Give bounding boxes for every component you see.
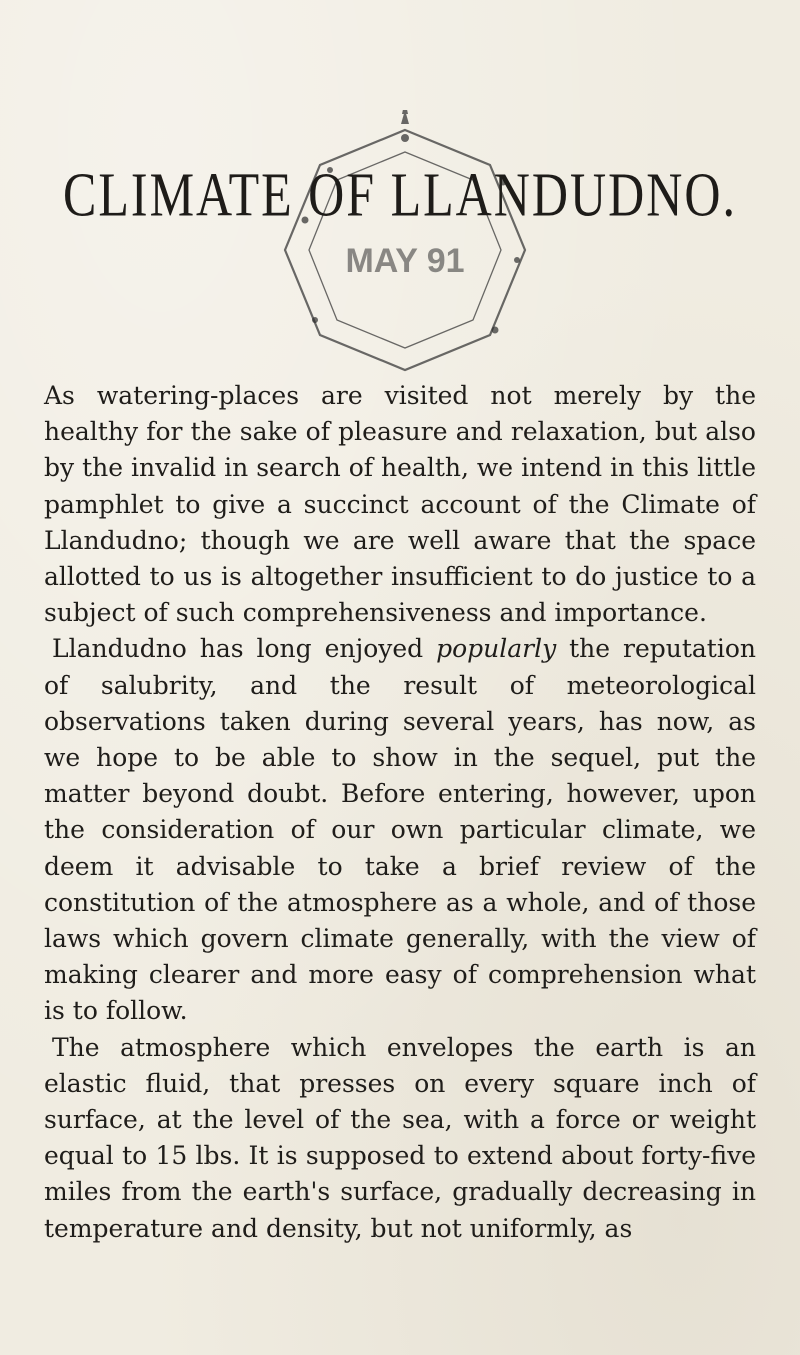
paragraph-2 [44, 631, 756, 1029]
library-stamp-icon [255, 110, 555, 410]
paragraph-2-emphasis: popularly [436, 634, 557, 664]
paragraph-3 [44, 1030, 756, 1247]
paragraph-2-rest: the reputation of salubrity, and the result of meteorological observations taken during several years, has now, as we hope to be able to show in the sequel, put the matter beyond doubt. Before entering, however, upon the consideration of our own particular climate, we deem it advisable to take a brief review of the constitution of the atmosphere as a whole, and of those laws which govern climate generally, with the view of making clearer and more easy of comprehension what is to follow. [44, 634, 756, 1026]
paragraph-1-text: As watering-places are visited not merely by the healthy for the sake of pleasure and relaxation, but also by the invalid in search of health, we intend in this little pamphlet to give a succinct account of the Climate of Llandudno; though we are well aware that the space allotted to us is altogether insufficient to do justice to a subject of such comprehensiveness and importance. [44, 381, 756, 628]
paragraph-3-text: The atmosphere which envelopes the earth is an elastic fluid, that presses on every square inch of surface, at the level of the sea, with a force or weight equal to 15 lbs. It is supposed to extend about forty-five miles from the earth's surface, gradually decreasing in temperature and density, but not uniformly, as [44, 1032, 756, 1243]
paragraph-1 [44, 378, 756, 631]
page-title: CLIMATE OF LLANDUDNO. [63, 159, 737, 229]
body-text [44, 378, 756, 1247]
paragraph-2-text: Llandudno has long enjoyed [52, 634, 437, 664]
stamp-date: MAY 91 [345, 242, 465, 280]
